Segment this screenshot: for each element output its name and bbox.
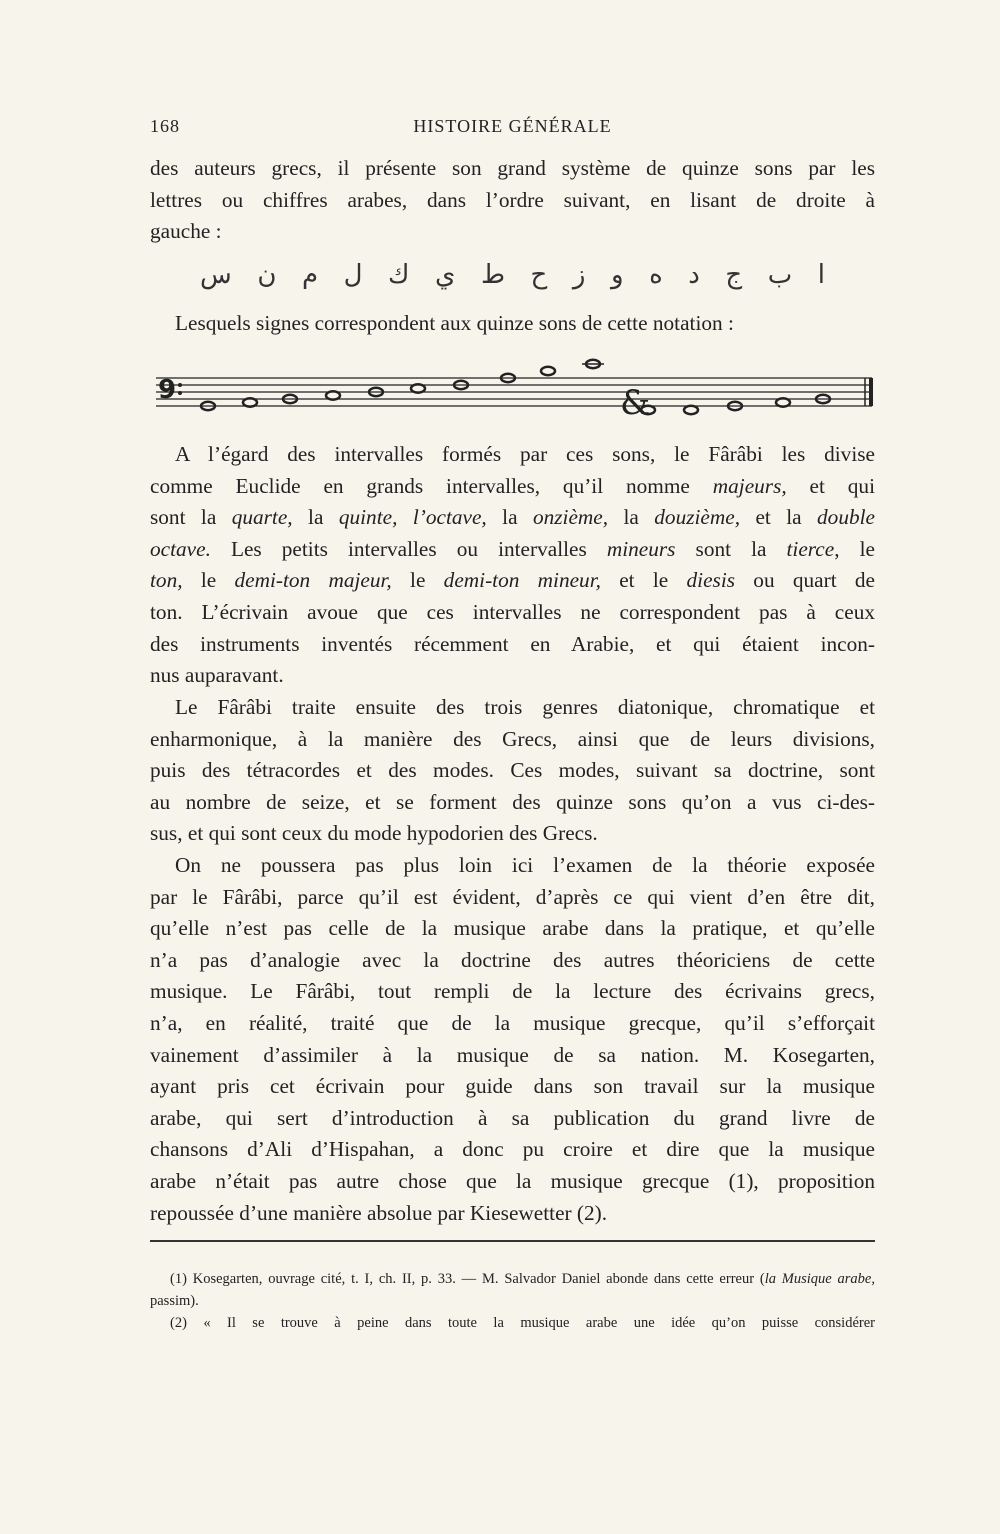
text-line: des instruments inventés récemment en Arabie, et qui étaient incon- bbox=[150, 631, 875, 656]
arabic-sign: ل bbox=[343, 260, 363, 290]
running-title: HISTOIRE GÉNÉRALE bbox=[413, 116, 612, 136]
text-line: n’a pas d’analogie avec la doctrine des autres théoriciens de cette bbox=[150, 947, 875, 972]
arabic-sign: ج bbox=[725, 260, 743, 290]
paragraph-conclusion bbox=[150, 850, 875, 1229]
footnote-divider bbox=[150, 1240, 875, 1242]
arabic-sign: ط bbox=[480, 260, 505, 290]
text-line: vainement d’assimiler à la musique de sa nation. M. Kosegarten, bbox=[150, 1042, 875, 1067]
running-header bbox=[150, 116, 875, 142]
text-line: qu’elle n’est pas celle de la musique arabe dans la pratique, et qu’elle bbox=[150, 916, 875, 941]
bass-clef-icon bbox=[158, 375, 182, 405]
text-line: arabe n’était pas autre chose que la musique grecque (1), proposition bbox=[150, 1168, 875, 1193]
text-line: chansons d’Ali d’Hispahan, a donc pu croire et dire que la musique bbox=[150, 1137, 875, 1162]
arabic-sign: ه bbox=[649, 260, 663, 290]
footnotes bbox=[150, 1268, 875, 1334]
arabic-letter-sequence bbox=[200, 252, 825, 298]
text-line: ton, le demi-ton majeur, le demi-ton mineur, et le diesis ou quart de bbox=[150, 568, 876, 593]
paragraph-genres bbox=[150, 692, 875, 850]
text-line: enharmonique, à la manière des Grecs, ainsi que de leurs divisions, bbox=[150, 726, 875, 751]
text-line: repoussée d’une manière absolue par Kiesewetter (2). bbox=[150, 1200, 608, 1225]
text-line: sont la quarte, la quinte, l’octave, la onzième, la douzième, et la double bbox=[150, 505, 875, 530]
text-line: des auteurs grecs, il présente son grand système de quinze sons par les bbox=[150, 156, 875, 180]
notation-intro-line: Lesquels signes correspondent aux quinze sons de cette notation : bbox=[175, 311, 734, 335]
text-line: au nombre de seize, et se forment des quinze sons qu’on a vus ci-des- bbox=[150, 789, 875, 814]
text-line: ayant pris cet écrivain pour guide dans son travail sur la musique bbox=[150, 1074, 875, 1099]
text-line: puis des tétracordes et des modes. Ces modes, suivant sa doctrine, sont bbox=[150, 758, 875, 783]
treble-clef-icon bbox=[620, 383, 650, 423]
text-line: A l’égard des intervalles formés par ces sons, le Fârâbi les divise bbox=[175, 442, 875, 466]
arabic-sign: ك bbox=[388, 260, 410, 290]
footnote-2: (2) « Il se trouve à peine dans toute la musique arabe une idée qu’on puisse considérer bbox=[170, 1315, 875, 1331]
text-line: comme Euclide en grands intervalles, qu’il nomme majeurs, et qui bbox=[150, 473, 876, 498]
arabic-sign: ا bbox=[817, 260, 825, 290]
intro-paragraph bbox=[150, 153, 875, 248]
text-line: lettres ou chiffres arabes, dans l’ordre suivant, en lisant de droite à bbox=[150, 187, 875, 212]
arabic-sign: ي bbox=[435, 260, 456, 290]
arabic-sign: ح bbox=[530, 260, 548, 290]
text-line: octave. Les petits intervalles ou intervalles mineurs sont la tierce, le bbox=[150, 536, 875, 561]
page-number: 168 bbox=[150, 116, 180, 136]
text-line: On ne poussera pas plus loin ici l’examen de la théorie exposée bbox=[175, 853, 875, 877]
arabic-sign: ن bbox=[257, 260, 277, 290]
arabic-sign: س bbox=[200, 260, 232, 290]
text-line: musique. Le Fârâbi, tout rempli de la lecture des écrivains grecs, bbox=[150, 979, 875, 1004]
footnote-1: (1) Kosegarten, ouvrage cité, t. I, ch. II, p. 33. — M. Salvador Daniel abonde dans cette erreur (la Musique arabe, passim). bbox=[150, 1271, 875, 1309]
text-line: gauche : bbox=[150, 219, 222, 244]
arabic-sign: ز bbox=[572, 260, 586, 290]
svg-text:9: 9 bbox=[158, 375, 177, 405]
text-line: sus, et qui sont ceux du mode hypodorien des Grecs. bbox=[150, 821, 598, 846]
svg-text:&: & bbox=[620, 383, 651, 423]
text-line: arabe, qui sert d’introduction à sa publication du grand livre de bbox=[150, 1105, 875, 1130]
arabic-sign: و bbox=[610, 260, 624, 290]
paragraph-intervals bbox=[150, 439, 875, 692]
arabic-sign: ب bbox=[767, 260, 793, 290]
arabic-sign: م bbox=[301, 260, 319, 290]
text-line: Le Fârâbi traite ensuite des trois genres diatonique, chromatique et bbox=[175, 695, 875, 719]
arabic-sign: د bbox=[688, 260, 700, 290]
text-line: nus auparavant. bbox=[150, 663, 284, 688]
text-line: par le Fârâbi, parce qu’il est évident, d’après ce qui vient d’en être dit, bbox=[150, 884, 875, 909]
text-line: ton. L’écrivain avoue que ces intervalles ne correspondent pas à ceux bbox=[150, 599, 875, 624]
music-staff-notation bbox=[150, 358, 878, 428]
text-line: n’a, en réalité, traité que de la musique grecque, qu’il s’efforçait bbox=[150, 1010, 875, 1035]
